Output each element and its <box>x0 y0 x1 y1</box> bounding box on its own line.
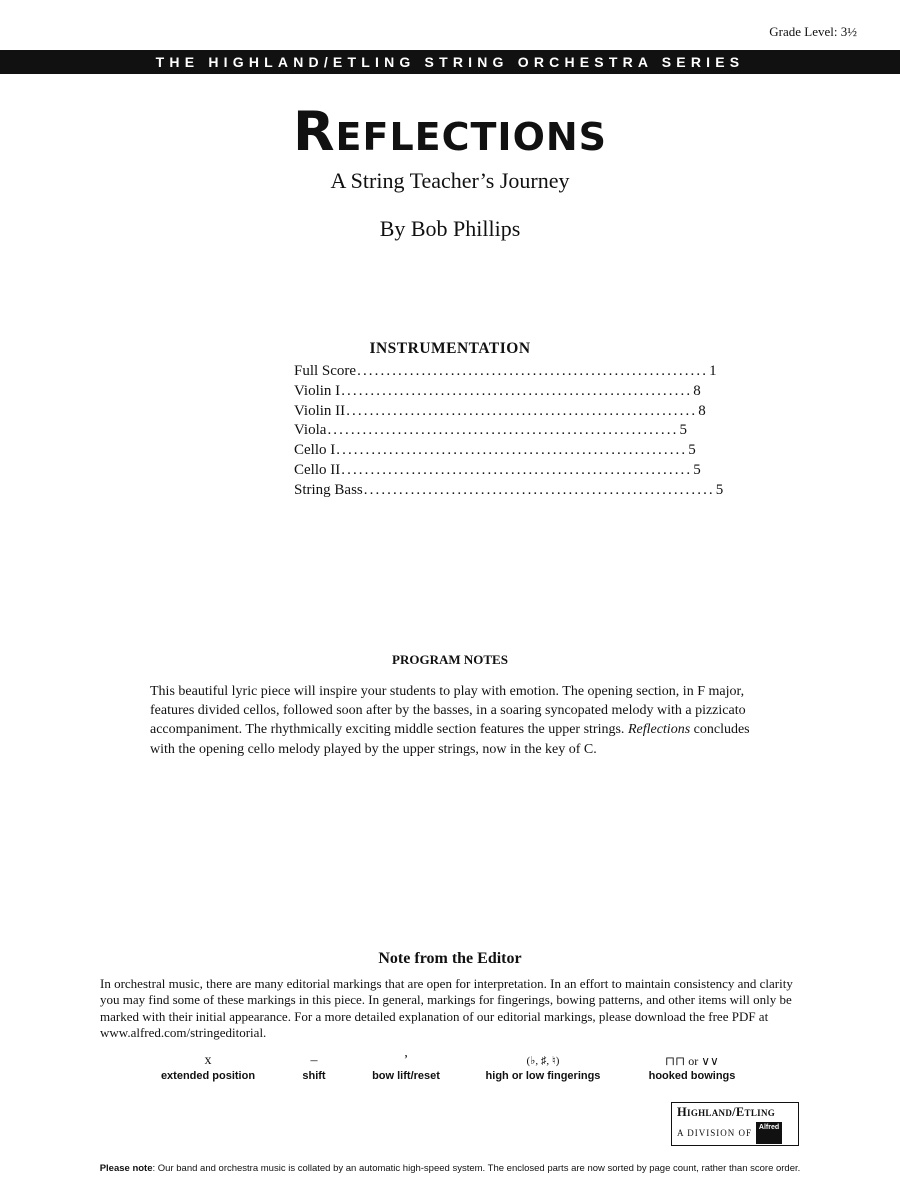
series-banner: THE HIGHLAND/ETLING STRING ORCHESTRA SERIES <box>0 50 900 74</box>
leader-dots: ............................................................ <box>363 481 715 498</box>
leader-dots: ............................................................ <box>341 461 693 478</box>
instrumentation-row <box>294 422 687 442</box>
fingerings-symbol: (♭, ♯, ♮) <box>526 1055 560 1067</box>
part-count: 5 <box>688 442 696 459</box>
instrumentation-row <box>294 402 706 423</box>
piece-title <box>0 100 900 163</box>
footer-bold-label: Please note <box>99 1163 153 1174</box>
piece-subtitle: A String Teacher’s Journey <box>330 168 570 193</box>
marking-label: hooked bowings <box>648 1070 736 1082</box>
alfred-logo-icon: Alfred <box>756 1122 782 1144</box>
part-count: 8 <box>693 382 701 399</box>
composer-credit: By Bob Phillips <box>379 216 521 241</box>
marking-label: shift <box>302 1070 326 1082</box>
program-notes-text-2: concludes with the opening cello melody played by the upper strings, now in the key of C. <box>150 722 750 757</box>
marking-label: extended position <box>160 1070 256 1082</box>
marking-bow-lift <box>360 1052 452 1082</box>
marking-label: bow lift/reset <box>372 1070 440 1082</box>
marking-fingerings <box>480 1052 606 1082</box>
part-name: Violin II <box>294 402 346 419</box>
part-count: 8 <box>698 402 706 419</box>
instrumentation-row <box>294 461 701 482</box>
part-count: 1 <box>709 363 717 379</box>
instrumentation-list <box>294 363 724 502</box>
part-count: 5 <box>679 422 687 439</box>
division-text: A DIVISION OF <box>677 1128 753 1138</box>
program-notes-body <box>150 682 755 759</box>
publisher-logo <box>671 1102 799 1146</box>
footer-note <box>0 1163 900 1174</box>
part-name: Cello I <box>294 442 336 459</box>
leader-dots: ............................................................ <box>357 363 709 379</box>
instrumentation-heading: INSTRUMENTATION <box>369 340 531 357</box>
marking-label: high or low fingerings <box>485 1070 601 1082</box>
editor-note-body: In orchestral music, there are many editorial markings that are open for interpretation. In an effort to maintain consistency and clarity you may find some of these markings in this piece. In general, markings for fingerings, bowing patterns, and other items will only be marked with their initial appearance. For a more detailed explanation of our editorial markings, please download the free PDF at www.alfred.com/stringeditorial. <box>100 976 793 1041</box>
leader-dots: ............................................................ <box>341 382 693 399</box>
part-name: Full Score <box>294 363 357 379</box>
part-name: Cello II <box>294 461 341 478</box>
marking-extended-position <box>150 1052 266 1082</box>
instrumentation-row <box>294 363 717 383</box>
instrumentation-row <box>294 382 701 403</box>
part-name: Violin I <box>294 382 341 399</box>
part-name: Viola <box>294 422 327 439</box>
publisher-division-line <box>677 1122 794 1144</box>
hooked-bowings-symbol: ⊓⊓ or ∨∨ <box>665 1054 719 1068</box>
instrumentation-row <box>294 442 696 462</box>
grade-level: Grade Level: 3½ <box>769 24 857 39</box>
title-text: Reflections <box>292 100 608 163</box>
shift-symbol: – <box>310 1053 318 1068</box>
editor-note-heading: Note from the Editor <box>378 950 522 967</box>
marking-shift <box>284 1052 344 1082</box>
part-count: 5 <box>693 461 701 478</box>
publisher-name: Highland/Etling <box>677 1105 776 1119</box>
leader-dots: ............................................................ <box>336 442 688 459</box>
program-notes-heading: PROGRAM NOTES <box>392 652 508 667</box>
program-notes-title-italic: Reflections <box>627 722 691 738</box>
leader-dots: ............................................................ <box>346 402 698 419</box>
bow-lift-symbol: ’ <box>403 1053 409 1068</box>
footer-text: : Our band and orchestra music is collated by an automatic high-speed system. The enclosed parts are now sorted by page count, rather than score order. <box>152 1163 801 1174</box>
instrumentation-row <box>294 481 724 502</box>
program-notes-text-1: This beautiful lyric piece will inspire your students to play with emotion. The opening section, in F major, features divided cellos, followed soon after by the basses, in a soaring syncopated melody with a pizzicato accompaniment. The rhythmically exciting middle section features the upper strings. <box>150 684 746 738</box>
extended-position-symbol: x <box>204 1053 212 1068</box>
leader-dots: ............................................................ <box>327 422 679 439</box>
part-name: String Bass <box>294 481 363 498</box>
marking-hooked-bowings <box>640 1052 744 1082</box>
part-count: 5 <box>715 481 724 498</box>
